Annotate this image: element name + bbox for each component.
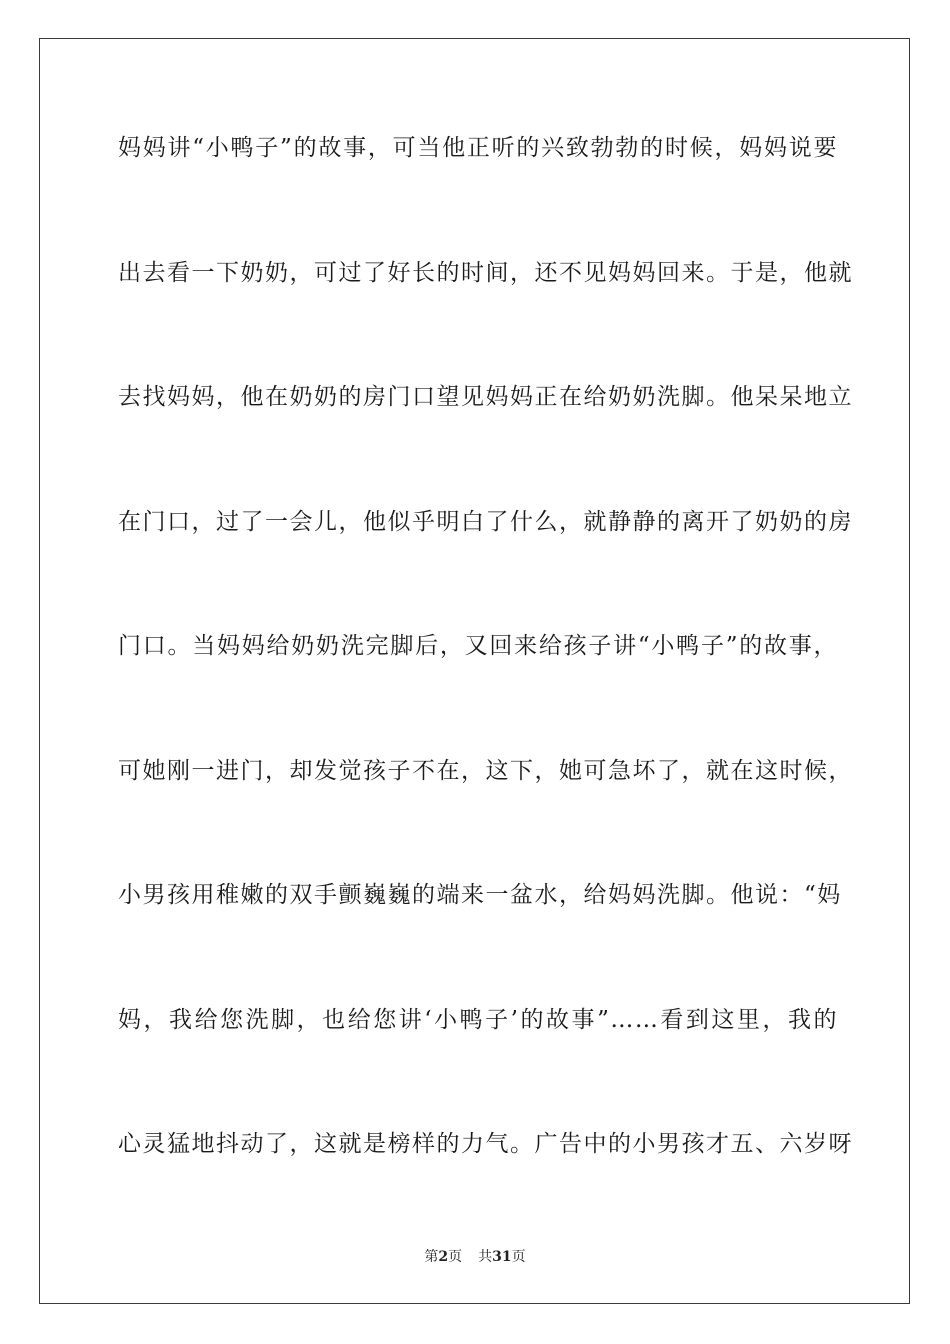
- text-line: 出去看一下奶奶，可过了好长的时间，还不见妈妈回来。于是，他就: [118, 259, 853, 286]
- page-prefix: 第: [424, 1249, 439, 1265]
- total-prefix: 共: [478, 1249, 493, 1265]
- text-line: 在门口，过了一会儿，他似乎明白了什么，就静静的离开了奶奶的房: [118, 508, 853, 535]
- total-pages: 31: [492, 1249, 512, 1265]
- text-line: 妈，我给您洗脚，也给您讲‘小鸭子’的故事”……看到这里，我的: [118, 1006, 838, 1033]
- page-indicator: [424, 1249, 462, 1265]
- page-number: 2: [438, 1249, 449, 1265]
- text-line: 门口。当妈妈给奶奶洗完脚后，又回来给孩子讲“小鸭子”的故事，: [118, 633, 838, 659]
- text-line: 心灵猛地抖动了，这就是榜样的力气。广告中的小男孩才五、六岁呀: [118, 1131, 853, 1157]
- text-line: 妈妈讲“小鸭子”的故事，可当他正听的兴致勃勃的时候，妈妈说要: [118, 135, 838, 161]
- total-suffix: 页: [511, 1249, 526, 1265]
- text-line: 可她刚一进门，却发觉孩子不在，这下，她可急坏了，就在这时候，: [118, 757, 853, 784]
- page-suffix: 页: [448, 1249, 463, 1265]
- text-line: 小男孩用稚嫩的双手颤巍巍的端来一盆水，给妈妈洗脚。他说：“妈: [118, 882, 842, 908]
- total-pages-indicator: [478, 1249, 525, 1265]
- document-body: [118, 133, 853, 1254]
- page-footer: [0, 1247, 950, 1267]
- text-line: 去找妈妈，他在奶奶的房门口望见妈妈正在给奶奶洗脚。他呆呆地立: [118, 384, 853, 410]
